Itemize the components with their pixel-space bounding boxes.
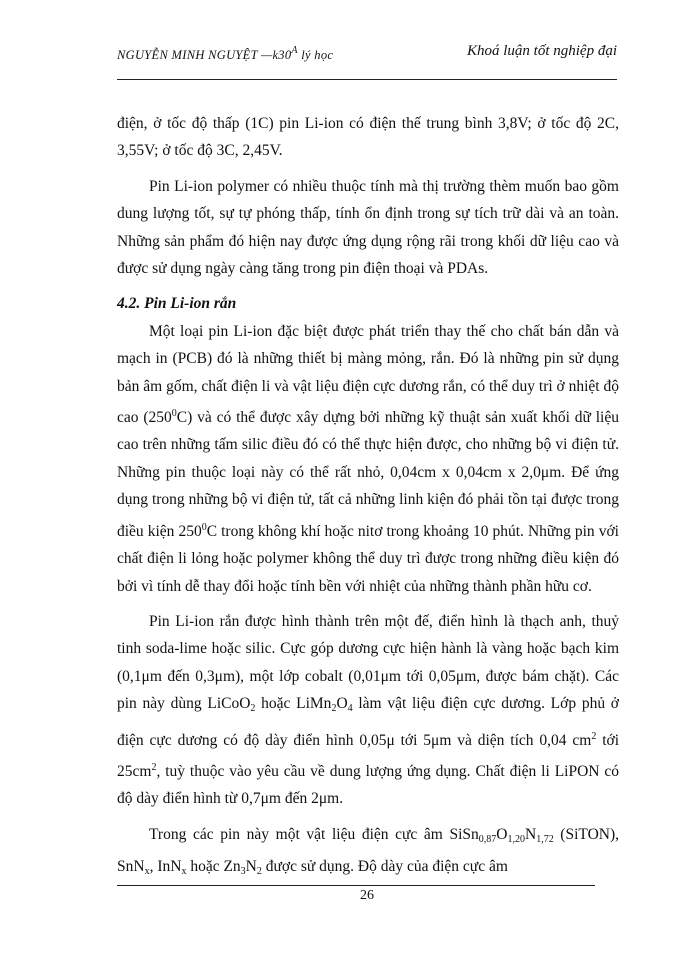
superscript: 0: [201, 521, 207, 533]
paragraph-4-text-c: O: [336, 695, 348, 713]
paragraph-3-text-a: Một loại pin Li-ion đặc biệt được phát triển thay thế cho chất bán dẫn và mạch in (PCB) đó là những thiết bị màng mỏng, rắn. Đó là những pin sử dụng bản âm gốm, chất điện li và vật liệu điện cực dương rắn, có thể duy trì ở nhiệt độ cao (250: [117, 322, 619, 427]
paragraph-4-text-d: làm vật liệu điện cực dương. Lớp phủ ở điện cực dương có độ dày điển hình 0,05μ tới 5μm và diện tích 0,04 cm: [117, 695, 619, 749]
paragraph-5-text-a: Trong các pin này một vật liệu điện cực âm SiSn: [149, 825, 479, 843]
header-author: [117, 42, 367, 64]
subscript: x: [181, 866, 187, 878]
body-text: [117, 110, 619, 894]
paragraph-5-text-g: N: [245, 858, 257, 876]
header-rule: [117, 79, 617, 80]
paragraph-5-text-c: N: [524, 825, 537, 843]
paragraph-4: [117, 608, 619, 813]
footer-rule: [117, 885, 595, 886]
paragraph-3-text-b: C) và có thể được xây dựng bởi những kỹ thuật sản xuất khối dữ liệu cao trên những tấm silic điều đó có thể thực hiện được, cho những bộ vi điện tử. Những pin thuộc loại này có thể rất nhỏ, 0,04cm x 0,04cm x 2,0μm. Để ứng dụng trong những bộ vi điện tử, tất cả những linh kiện đó phải tồn tại được trong điều kiện 250: [117, 409, 619, 540]
paragraph-1-text: điện, ở tốc độ thấp (1C) pin Li-ion có điện thế trung bình 3,8V; ở tốc độ 2C, 3,55V; ở tốc độ 3C, 2,45V.: [117, 115, 619, 160]
subscript: 2: [256, 866, 262, 878]
paragraph-2: [117, 173, 619, 283]
page-number: 26: [360, 888, 374, 903]
paragraph-5-text-e: , InN: [149, 858, 182, 876]
superscript: 0: [171, 408, 177, 420]
header-thesis-title: Khoá luận tốt nghiệp đại: [467, 43, 617, 59]
paragraph-4-text-a: Pin Li-ion rắn được hình thành trên một đế, điển hình là thạch anh, thuỷ tinh soda-lime hoặc silic. Cực góp dương cực hiện hành là vàng hoặc bạch kim (0,1μm đến 0,3μm), một lớp cobalt (0,01μm tới 0,05μm, được bám chặt). Các pin này dùng LiCoO: [117, 612, 619, 713]
subscript: 3: [240, 866, 246, 878]
paragraph-4-text-e: tới 25cm: [117, 731, 619, 780]
paragraph-5: [117, 821, 619, 886]
paragraph-2-text: Pin Li-ion polymer có nhiều thuộc tính mà thị trường thèm muốn bao gồm dung lượng tốt, sự tự phóng thấp, tính ổn định trong sự tích trữ dài và an toàn. Những sản phẩm đó hiện nay được ứng dụng rộng rãi trong khối dữ liệu cao và được sử dụng ngày càng tăng trong pin điện thoại và PDAs.: [117, 177, 619, 278]
page-header: [117, 42, 617, 82]
paragraph-5-text-d: (SiTON), SnN: [117, 825, 620, 876]
paragraph-1: [117, 110, 619, 165]
superscript: 2: [151, 761, 157, 773]
subscript: x: [144, 866, 150, 878]
section-heading: 4.2. Pin Li-ion rắn: [117, 295, 237, 313]
paragraph-4-text-f: , tuỳ thuộc vào yêu cầu về dung lượng ứng dụng. Chất điện li LiPON có độ dày điển hình từ 0,7μm đến 2μm.: [117, 762, 619, 808]
subscript: 0,87: [478, 833, 497, 845]
header-author-sup: A: [291, 45, 298, 56]
paragraph-3: [117, 318, 619, 600]
subscript: 2: [250, 703, 256, 715]
paragraph-3-text-c: C trong không khí hoặc nitơ trong khoảng 10 phút. Những pin với chất điện li lỏng hoặc polymer không thể duy trì được trong những điều kiện đó bởi vì tính dễ thay đổi hoặc tính bền với nhiệt của những thành phần hữu cơ.: [117, 522, 619, 595]
header-author-name: NGUYỄN MINH NGUYỆT —k30: [117, 48, 292, 62]
subscript: 4: [347, 703, 353, 715]
paragraph-4-text-b: hoặc LiMn: [255, 695, 332, 713]
paragraph-5-text-b: O: [496, 825, 508, 843]
subscript: 2: [331, 703, 337, 715]
paragraph-5-text-h: được sử dụng. Độ dày của điện cực âm: [261, 858, 508, 876]
superscript: 2: [591, 730, 597, 742]
header-author-tail: lý học: [297, 48, 334, 62]
subscript: 1,72: [536, 833, 554, 845]
subscript: 1,20: [507, 833, 525, 845]
paragraph-5-text-f: hoặc Zn: [186, 858, 241, 876]
